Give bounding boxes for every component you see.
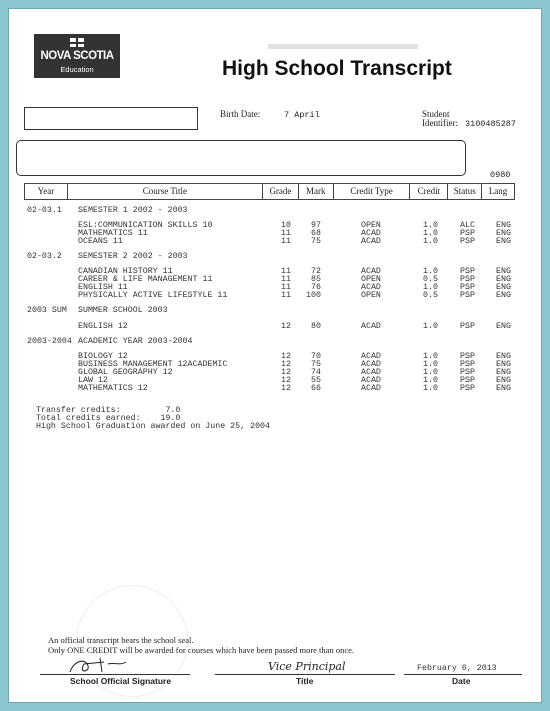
transcript-header-row	[24, 183, 515, 200]
course-mark: 68	[311, 229, 321, 238]
course-title: ESL:COMMUNICATION SKILLS 10	[78, 221, 213, 230]
date-label: Date	[452, 676, 471, 686]
course-grade: 12	[281, 360, 291, 369]
col-course-title: Course Title	[68, 184, 263, 199]
course-credit-type: OPEN	[361, 275, 381, 284]
course-title: ENGLISH 11	[78, 283, 128, 292]
date-value: February 6, 2013	[417, 664, 497, 673]
handwritten-signature	[64, 654, 144, 676]
title-line	[215, 674, 395, 675]
course-credit-type: ACAD	[361, 237, 381, 246]
course-title: ENGLISH 12	[78, 322, 128, 331]
course-status: PSP	[460, 352, 475, 361]
course-lang: ENG	[496, 384, 511, 393]
course-title: BUSINESS MANAGEMENT 12ACADEMIC	[78, 360, 228, 369]
course-credit: 1.0	[423, 267, 438, 276]
course-mark: 66	[311, 384, 321, 393]
course-grade: 12	[281, 322, 291, 331]
course-status: PSP	[460, 229, 475, 238]
course-credit-type: ACAD	[361, 376, 381, 385]
transfer-credits: Transfer credits: 7.0	[36, 406, 181, 415]
course-credit-type: ACAD	[361, 360, 381, 369]
graduation-line: High School Graduation awarded on June 25, 2004	[36, 422, 271, 431]
logo-name: NOVA SCOTIA	[40, 50, 114, 62]
course-title: LAW 12	[78, 376, 108, 385]
course-grade: 11	[281, 267, 291, 276]
course-lang: ENG	[496, 376, 511, 385]
redacted-address-box	[16, 140, 466, 176]
col-mark: Mark	[299, 184, 334, 199]
course-title: GLOBAL GEOGRAPHY 12	[78, 368, 173, 377]
course-status: PSP	[460, 322, 475, 331]
course-mark: 97	[311, 221, 321, 230]
flag-icon	[70, 38, 84, 47]
title-value: Vice Principal	[268, 660, 346, 673]
birth-date-label: Birth Date:	[220, 109, 261, 119]
col-year: Year	[25, 184, 68, 199]
course-grade: 12	[281, 352, 291, 361]
course-credit: 0.5	[423, 291, 438, 300]
course-credit-type: ACAD	[361, 229, 381, 238]
course-credit: 1.0	[423, 221, 438, 230]
course-grade: 11	[281, 229, 291, 238]
course-status: PSP	[460, 384, 475, 393]
course-credit-type: OPEN	[361, 221, 381, 230]
signature-label: School Official Signature	[70, 676, 172, 686]
course-mark: 80	[311, 322, 321, 331]
course-status: PSP	[460, 267, 475, 276]
course-credit: 1.0	[423, 322, 438, 331]
col-credit-type: Credit Type	[334, 184, 411, 199]
nova-scotia-logo	[34, 34, 120, 78]
course-grade: 12	[281, 376, 291, 385]
course-credit-type: ACAD	[361, 352, 381, 361]
course-credit-type: ACAD	[361, 322, 381, 331]
signature-line	[40, 674, 190, 675]
section-year: 2003 SUM	[27, 306, 67, 315]
course-credit: 1.0	[423, 283, 438, 292]
course-status: PSP	[460, 275, 475, 284]
note-seal: An official transcript bears the school seal.	[48, 635, 194, 645]
course-mark: 55	[311, 376, 321, 385]
note-credit: Only ONE CREDIT will be awarded for courses which have been passed more than once.	[48, 645, 354, 655]
col-status: Status	[448, 184, 482, 199]
course-credit-type: ACAD	[361, 267, 381, 276]
col-credit: Credit	[410, 184, 448, 199]
course-title: MATHEMATICS 12	[78, 384, 148, 393]
course-lang: ENG	[496, 360, 511, 369]
course-grade: 11	[281, 291, 291, 300]
student-id-label-1: Student	[422, 109, 450, 119]
course-lang: ENG	[496, 283, 511, 292]
section-year: 02-03.2	[27, 252, 62, 261]
partial-number: 0980	[490, 170, 511, 180]
date-line	[404, 674, 522, 675]
course-title: CAREER & LIFE MANAGEMENT 11	[78, 275, 213, 284]
course-title: OCEANS 11	[78, 237, 123, 246]
course-lang: ENG	[496, 291, 511, 300]
course-status: ALC	[460, 221, 475, 230]
faint-background-text	[268, 44, 418, 49]
section-year: 02-03.1	[27, 206, 62, 215]
page-title: High School Transcript	[222, 57, 452, 80]
course-mark: 70	[311, 352, 321, 361]
course-mark: 76	[311, 283, 321, 292]
course-title: PHYSICALLY ACTIVE LIFESTYLE 11	[78, 291, 228, 300]
student-id-value: 3100485287	[465, 119, 517, 129]
course-grade: 10	[281, 221, 291, 230]
col-grade: Grade	[263, 184, 299, 199]
course-lang: ENG	[496, 229, 511, 238]
course-credit-type: ACAD	[361, 283, 381, 292]
course-mark: 85	[311, 275, 321, 284]
course-credit: 1.0	[423, 384, 438, 393]
course-mark: 100	[306, 291, 321, 300]
course-credit: 1.0	[423, 360, 438, 369]
course-lang: ENG	[496, 221, 511, 230]
section-term: ACADEMIC YEAR 2003-2004	[78, 337, 193, 346]
course-lang: ENG	[496, 352, 511, 361]
section-term: SEMESTER 2 2002 - 2003	[78, 252, 188, 261]
course-credit-type: ACAD	[361, 368, 381, 377]
course-credit: 1.0	[423, 368, 438, 377]
course-title: CANADIAN HISTORY 11	[78, 267, 173, 276]
course-credit: 0.5	[423, 275, 438, 284]
course-credit-type: ACAD	[361, 384, 381, 393]
redacted-name-box	[24, 107, 198, 130]
course-lang: ENG	[496, 237, 511, 246]
section-year: 2003-2004	[27, 337, 72, 346]
total-credits: Total credits earned: 19.0	[36, 414, 181, 423]
course-lang: ENG	[496, 368, 511, 377]
logo-sub: Education	[60, 65, 94, 74]
course-credit-type: OPEN	[361, 291, 381, 300]
course-credit: 1.0	[423, 229, 438, 238]
course-mark: 72	[311, 267, 321, 276]
course-status: PSP	[460, 376, 475, 385]
course-lang: ENG	[496, 267, 511, 276]
course-status: PSP	[460, 291, 475, 300]
course-mark: 75	[311, 360, 321, 369]
course-grade: 11	[281, 237, 291, 246]
course-credit: 1.0	[423, 352, 438, 361]
course-grade: 11	[281, 275, 291, 284]
course-status: PSP	[460, 283, 475, 292]
section-term: SEMESTER 1 2002 - 2003	[78, 206, 188, 215]
course-grade: 11	[281, 283, 291, 292]
section-term: SUMMER SCHOOL 2003	[78, 306, 168, 315]
course-mark: 74	[311, 368, 321, 377]
course-credit: 1.0	[423, 376, 438, 385]
course-title: MATHEMATICS 11	[78, 229, 148, 238]
course-mark: 75	[311, 237, 321, 246]
course-lang: ENG	[496, 322, 511, 331]
col-lang: Lang	[488, 186, 508, 196]
course-credit: 1.0	[423, 237, 438, 246]
course-title: BIOLOGY 12	[78, 352, 128, 361]
course-status: PSP	[460, 368, 475, 377]
birth-date-value: 7 April	[284, 110, 320, 120]
course-lang: ENG	[496, 275, 511, 284]
course-status: PSP	[460, 360, 475, 369]
course-status: PSP	[460, 237, 475, 246]
course-grade: 12	[281, 384, 291, 393]
course-grade: 12	[281, 368, 291, 377]
student-id-label-2: Identifier:	[422, 118, 458, 128]
title-label: Title	[296, 676, 314, 686]
